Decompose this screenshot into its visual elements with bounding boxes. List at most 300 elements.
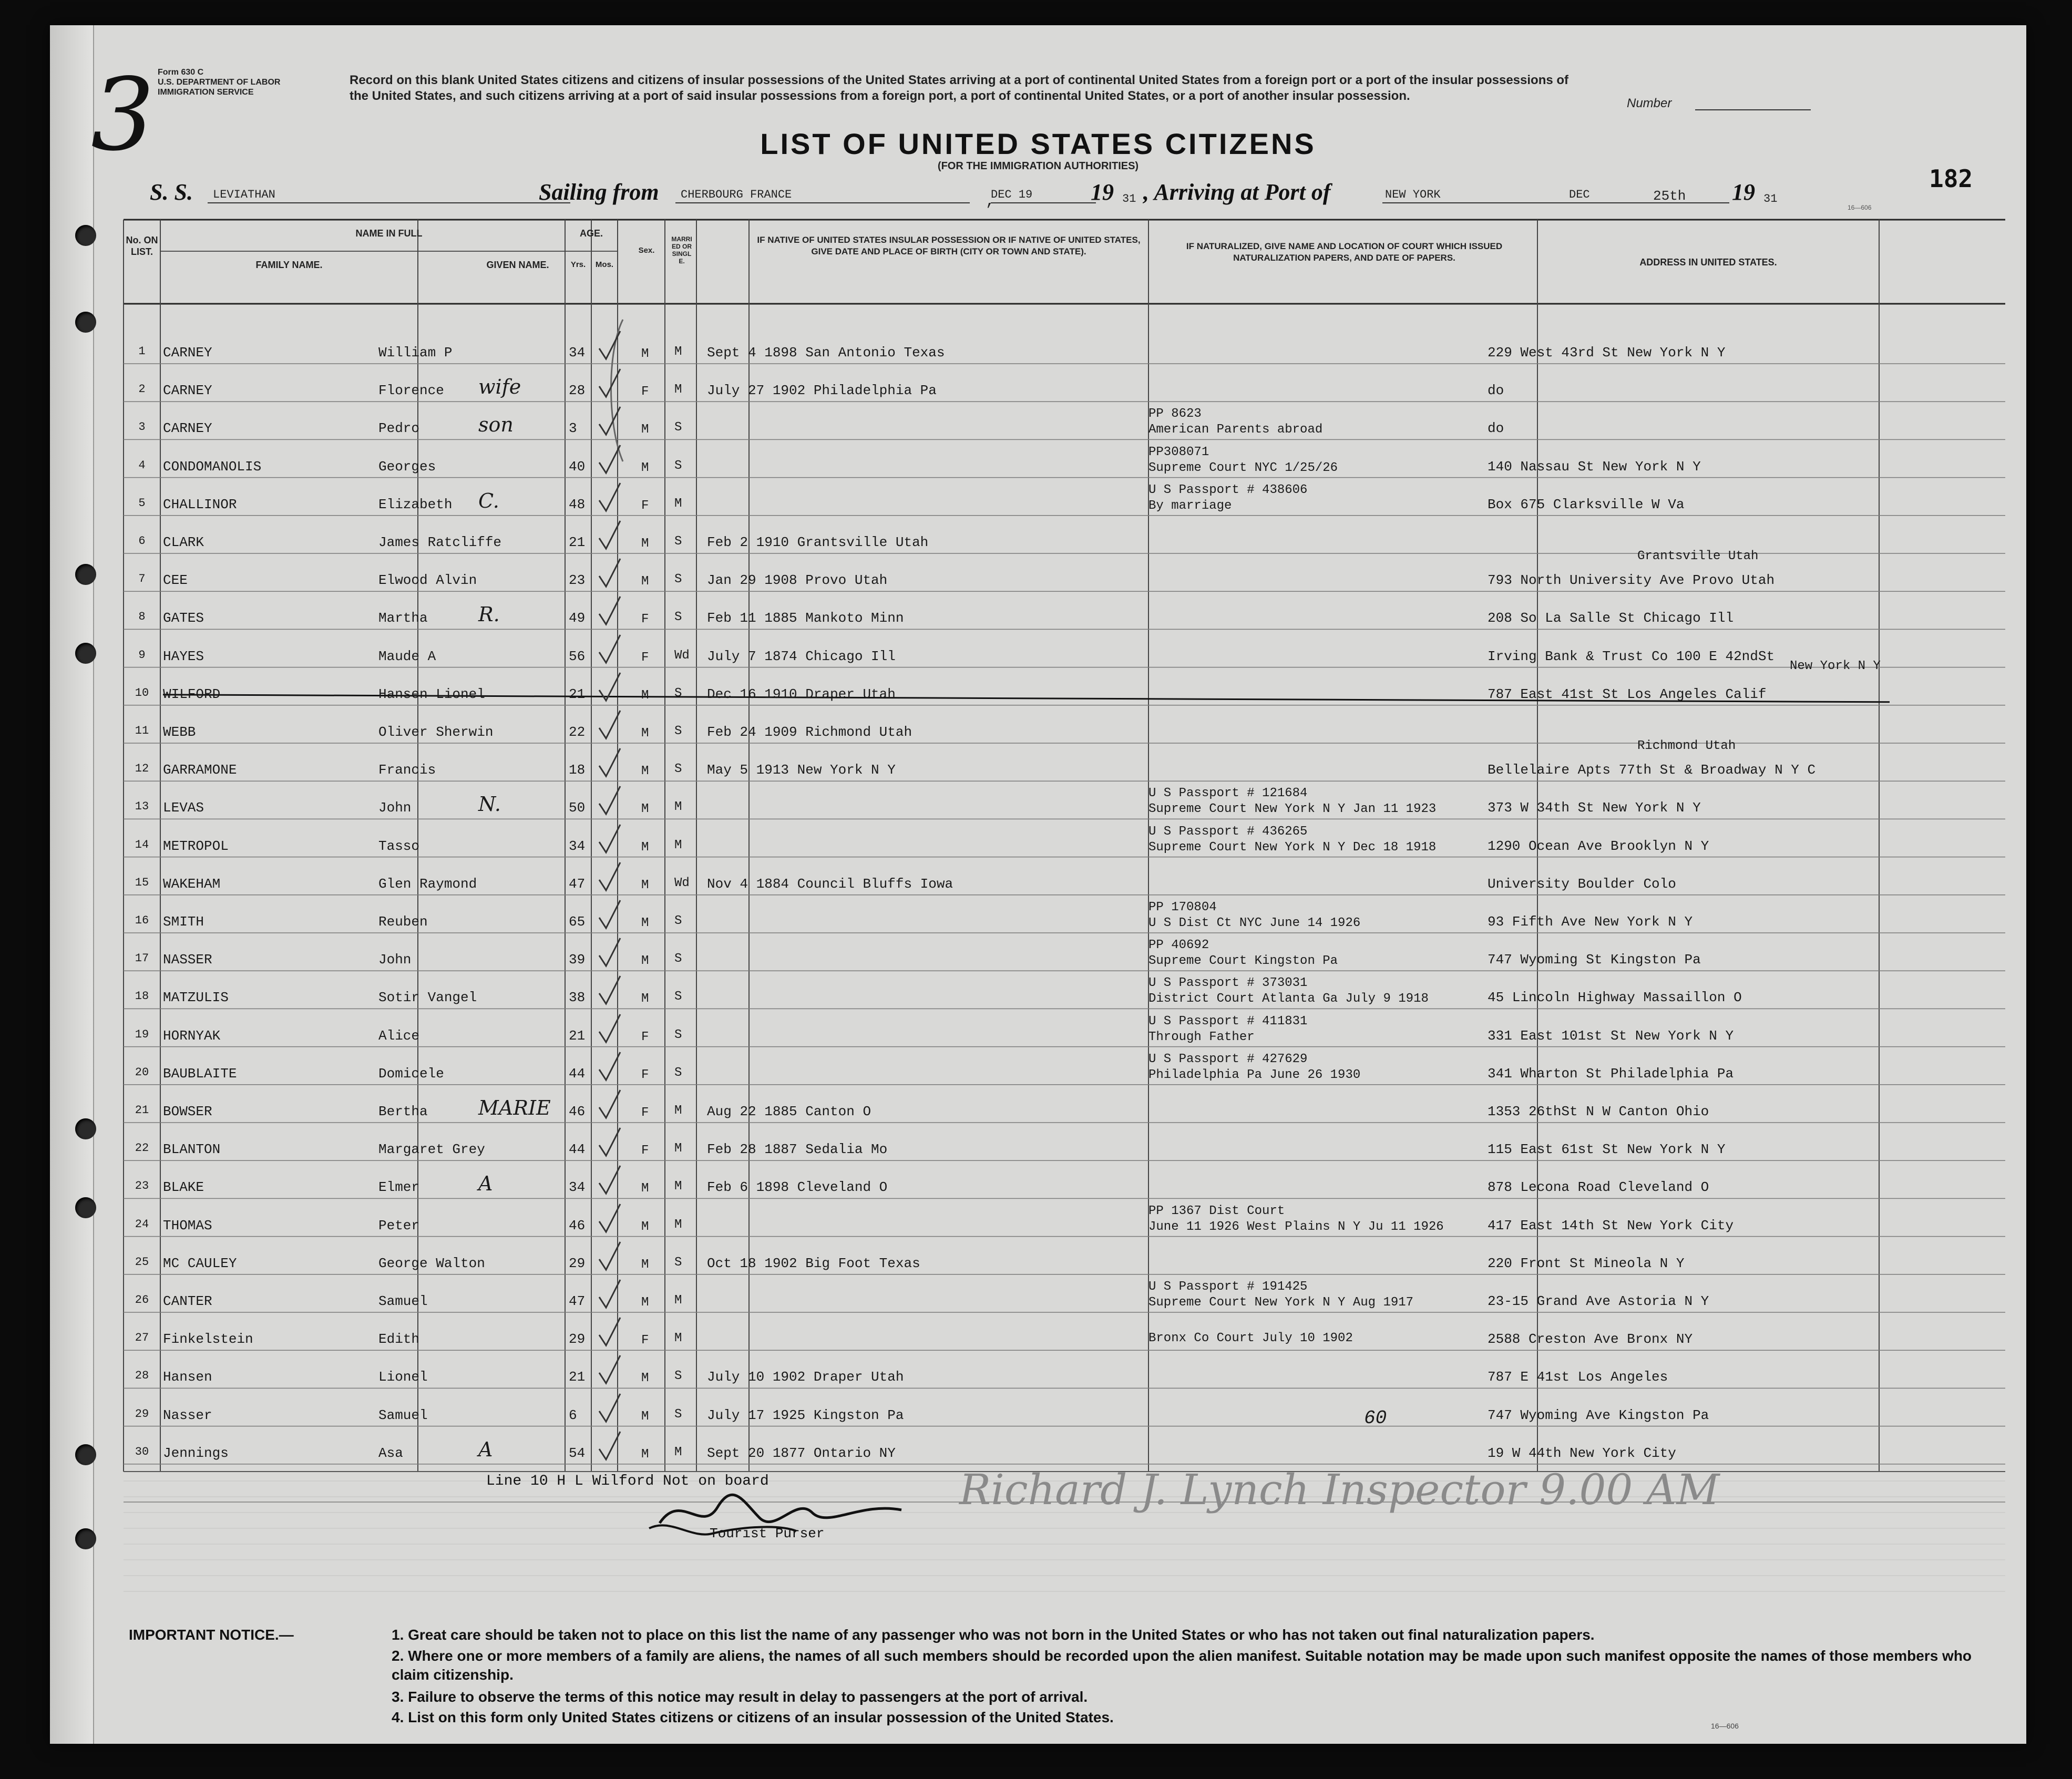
family-name: BLANTON: [163, 1142, 221, 1158]
birth-info: Sept 4 1898 San Antonio Texas: [707, 345, 945, 361]
sex: M: [641, 916, 649, 930]
address-line-1: University Boulder Colo: [1488, 876, 1676, 892]
row-number: 7: [138, 572, 146, 586]
col-birth: IF NATIVE OF UNITED STATES INSULAR POSSESSION OR IF NATIVE OF UNITED STATES, GIVE DATE AND PLACE OF BIRTH (CITY OR TOWN AND STATE).: [757, 235, 1141, 256]
marital-status: M: [674, 1217, 682, 1232]
check-mark-icon: [597, 709, 623, 741]
naturalization-line-1: U S Passport # 411831: [1148, 1014, 1308, 1029]
address-line-1: 45 Lincoln Highway Massaillon O: [1488, 990, 1742, 1006]
check-mark-icon: [597, 824, 623, 855]
check-mark-icon: [597, 1013, 623, 1045]
row-number: 15: [135, 876, 149, 889]
sex: M: [641, 460, 649, 475]
given-name-annotation: MARIE: [478, 1096, 551, 1119]
address-line-1: 1353 26thSt N W Canton Ohio: [1488, 1104, 1709, 1119]
row-number: 1: [138, 345, 146, 358]
family-name: BLAKE: [163, 1179, 204, 1196]
sex: M: [641, 423, 649, 437]
address-line-2: Richmond Utah: [1637, 739, 1736, 753]
marital-status: M: [674, 1142, 682, 1156]
row-number: 9: [138, 648, 146, 662]
marital-status: S: [674, 610, 682, 625]
birth-info: Feb 6 1898 Cleveland O: [707, 1179, 888, 1196]
arrival-day: 25th: [1653, 188, 1686, 204]
age-years: 23: [569, 572, 586, 589]
sex: M: [641, 1447, 649, 1462]
given-name: Samuel: [378, 1407, 428, 1423]
family-name: CARNEY: [163, 383, 212, 399]
age-years: 6: [569, 1407, 577, 1423]
family-name: METROPOL: [163, 838, 229, 854]
naturalization-line-1: U S Passport # 438606: [1148, 482, 1308, 497]
marital-status: M: [674, 1445, 682, 1459]
given-name: Peter: [378, 1217, 420, 1233]
marital-status: S: [674, 990, 682, 1004]
row-number: 18: [135, 990, 149, 1003]
naturalization-line-2: Supreme Court Kingston Pa: [1148, 954, 1338, 969]
age-years: 46: [569, 1217, 586, 1233]
page-subtitle: (FOR THE IMMIGRATION AUTHORITIES): [937, 160, 1139, 172]
address-line-1: 747 Wyoming Ave Kingston Pa: [1488, 1407, 1709, 1423]
check-mark-icon: [597, 747, 623, 779]
col-married: MARRIED OR SINGLE.: [671, 235, 692, 265]
marital-status: S: [674, 914, 682, 928]
family-name: Hansen: [163, 1369, 212, 1385]
naturalization-line-1: U S Passport # 373031: [1148, 976, 1308, 991]
sail-date: DEC 19: [991, 188, 1033, 201]
marital-status: S: [674, 1255, 682, 1270]
row-number: 5: [138, 496, 146, 510]
given-name-annotation: C.: [478, 489, 499, 512]
naturalization-line-2: U S Dist Ct NYC June 14 1926: [1148, 916, 1361, 930]
naturalization-line-2: Supreme Court New York N Y Jan 11 1923: [1148, 802, 1437, 817]
address-line-1: 787 E 41st Los Angeles: [1488, 1369, 1668, 1385]
address-line-1: 23-15 Grand Ave Astoria N Y: [1488, 1293, 1709, 1309]
sex: F: [641, 1106, 649, 1120]
address-line-1: 220 Front St Mineola N Y: [1488, 1255, 1685, 1271]
birth-info: Dec 16 1910 Draper Utah: [707, 686, 896, 702]
marital-status: M: [674, 800, 682, 815]
marital-status: M: [674, 1179, 682, 1194]
given-name: Samuel: [378, 1293, 428, 1309]
printer-mark: 16—606: [1848, 204, 1872, 211]
family-name: BOWSER: [163, 1104, 212, 1119]
given-name: Elmer: [378, 1179, 420, 1196]
sex: M: [641, 878, 649, 892]
address-line-1: do: [1488, 383, 1504, 399]
row-number: 14: [135, 838, 149, 851]
handwritten-page-mark: 3: [91, 57, 155, 173]
family-name: CARNEY: [163, 345, 212, 361]
page-number: 182: [1929, 164, 1973, 193]
birth-info: July 17 1925 Kingston Pa: [707, 1407, 904, 1423]
naturalization-line-2: American Parents abroad: [1148, 423, 1323, 437]
sex: M: [641, 954, 649, 969]
check-mark-icon: [597, 1393, 623, 1424]
given-name: Domicele: [378, 1065, 444, 1082]
family-name: Nasser: [163, 1407, 212, 1423]
age-years: 34: [569, 838, 586, 854]
given-name: Martha: [378, 610, 428, 626]
naturalization-line-2: Through Father: [1148, 1030, 1255, 1044]
given-name: Elwood Alvin: [378, 572, 477, 589]
marital-status: S: [674, 1369, 682, 1384]
given-name-annotation: wife: [478, 375, 521, 399]
birth-info: Feb 24 1909 Richmond Utah: [707, 724, 912, 740]
given-name: Glen Raymond: [378, 876, 477, 892]
marital-status: M: [674, 1331, 682, 1346]
naturalization-line-2: By marriage: [1148, 498, 1232, 513]
sex: F: [641, 1030, 649, 1044]
sex: F: [641, 385, 649, 399]
age-years: 56: [569, 648, 586, 664]
row-number: 3: [138, 420, 146, 434]
col-naturalized: IF NATURALIZED, GIVE NAME AND LOCATION OF COURT WHICH ISSUED NATURALIZATION PAPERS, AND DATE OF PAPERS.: [1186, 241, 1503, 263]
address-line-1: 140 Nassau St New York N Y: [1488, 458, 1701, 475]
age-years: 49: [569, 610, 586, 626]
given-name: John: [378, 952, 412, 968]
naturalization-line-2: Supreme Court New York N Y Aug 1917: [1148, 1295, 1414, 1310]
age-years: 54: [569, 1445, 586, 1461]
birth-info: Feb 28 1887 Sedalia Mo: [707, 1142, 888, 1158]
check-mark-icon: [597, 937, 623, 969]
marital-status: S: [674, 952, 682, 966]
naturalization-line-2: District Court Atlanta Ga July 9 1918: [1148, 992, 1429, 1006]
family-name: BAUBLAITE: [163, 1065, 237, 1082]
naturalization-line-2: 60: [1364, 1407, 1387, 1429]
given-name: Alice: [378, 1027, 420, 1044]
given-name: Sotir Vangel: [378, 990, 477, 1006]
family-name: CHALLINOR: [163, 496, 237, 512]
marital-status: S: [674, 1407, 682, 1422]
age-years: 65: [569, 914, 586, 930]
notice-item: 4. List on this form only United States citizens or citizens of an insular possession of the United States.: [392, 1709, 1114, 1725]
family-name: CARNEY: [163, 420, 212, 437]
naturalization-line-2: June 11 1926 West Plains N Y Ju 11 1926: [1148, 1219, 1444, 1234]
family-name: CEE: [163, 572, 188, 589]
age-years: 22: [569, 724, 586, 740]
birth-info: July 27 1902 Philadelphia Pa: [707, 383, 937, 399]
check-mark-icon: [597, 558, 623, 589]
sex: M: [641, 1257, 649, 1272]
given-name: James Ratcliffe: [378, 534, 502, 550]
naturalization-line-2: Bronx Co Court July 10 1902: [1148, 1331, 1353, 1346]
sex: M: [641, 1181, 649, 1196]
check-mark-icon: [597, 672, 623, 703]
address-line-1: 878 Lecona Road Cleveland O: [1488, 1179, 1709, 1196]
col-sex: Sex.: [638, 246, 655, 255]
row-number: 8: [138, 610, 146, 624]
age-years: 50: [569, 800, 586, 816]
address-line-1: 19 W 44th New York City: [1488, 1445, 1676, 1461]
marital-status: M: [674, 1104, 682, 1118]
check-mark-icon: [597, 1203, 623, 1235]
address-line-1: 2588 Creston Ave Bronx NY: [1488, 1331, 1693, 1348]
family-name: NASSER: [163, 952, 212, 968]
marital-status: S: [674, 724, 682, 738]
age-years: 21: [569, 1027, 586, 1044]
given-name: Asa: [378, 1445, 403, 1461]
naturalization-line-1: PP 1367 Dist Court: [1148, 1204, 1285, 1218]
check-mark-icon: [597, 785, 623, 817]
address-line-1: 208 So La Salle St Chicago Ill: [1488, 610, 1734, 626]
sex: F: [641, 498, 649, 513]
address-line-1: 793 North University Ave Provo Utah: [1488, 572, 1775, 589]
naturalization-line-2: Supreme Court NYC 1/25/26: [1148, 460, 1338, 475]
marital-status: M: [674, 496, 682, 511]
family-name: SMITH: [163, 914, 204, 930]
age-years: 29: [569, 1331, 586, 1348]
check-mark-icon: [597, 1051, 623, 1083]
naturalization-line-1: PP 170804: [1148, 900, 1217, 914]
family-name: CANTER: [163, 1293, 212, 1309]
form-id-line: U.S. DEPARTMENT OF LABOR: [158, 78, 281, 87]
sex: M: [641, 764, 649, 779]
marital-status: S: [674, 686, 682, 701]
sex: F: [641, 1333, 649, 1348]
age-years: 44: [569, 1065, 586, 1082]
row-number: 10: [135, 686, 149, 700]
given-name: Pedro: [378, 420, 420, 437]
check-mark-icon: [597, 634, 623, 665]
notice-lead: IMPORTANT NOTICE.—: [129, 1627, 294, 1643]
row-number: 4: [138, 458, 146, 472]
sex: M: [641, 537, 649, 551]
check-mark-icon: [597, 1431, 623, 1462]
given-name: Reuben: [378, 914, 428, 930]
given-name: Edith: [378, 1331, 420, 1348]
sailing-label: Sailing from: [539, 179, 659, 205]
row-number: 29: [135, 1407, 149, 1421]
given-name: Elizabeth: [378, 496, 453, 512]
sex: F: [641, 1144, 649, 1158]
address-line-1: 93 Fifth Ave New York N Y: [1488, 914, 1693, 930]
age-years: 47: [569, 1293, 586, 1309]
naturalization-line-1: PP 8623: [1148, 407, 1202, 421]
naturalization-line-1: PP 40692: [1148, 938, 1209, 953]
arrival-year-prefix: 19: [1732, 179, 1755, 205]
col-address: ADDRESS IN UNITED STATES.: [1639, 257, 1777, 268]
age-years: 34: [569, 1179, 586, 1196]
birth-info: Sept 20 1877 Ontario NY: [707, 1445, 896, 1461]
family-name: HORNYAK: [163, 1027, 221, 1044]
address-line-1: 787 East 41st St Los Angeles Calif: [1488, 686, 1767, 702]
sex: M: [641, 1409, 649, 1424]
given-name: Lionel: [378, 1369, 428, 1385]
marital-status: M: [674, 383, 682, 397]
form-id-line: Form 630 C: [158, 68, 204, 77]
marital-status: M: [674, 1293, 682, 1308]
sailing-from: CHERBOURG FRANCE: [681, 188, 792, 201]
marital-status: S: [674, 534, 682, 549]
row-number: 11: [135, 724, 149, 737]
naturalization-line-1: U S Passport # 436265: [1148, 824, 1308, 839]
header-notice: Record on this blank United States citizens and citizens of insular possessions of the United States arriving at a port of continental United States from a foreign port or a port of the insular possessions of the United States, and such citizens arriving at a port of said insular possessions from a foreign port, a port of continental United States, or a port of another insular possession.: [350, 73, 1569, 103]
birth-info: July 7 1874 Chicago Ill: [707, 648, 896, 664]
check-mark-icon: [597, 368, 623, 399]
age-years: 44: [569, 1142, 586, 1158]
check-mark-icon: [597, 1241, 623, 1272]
arrival-port: NEW YORK: [1385, 188, 1441, 201]
form-id-line: IMMIGRATION SERVICE: [158, 88, 254, 97]
address-line-1: 417 East 14th St New York City: [1488, 1217, 1734, 1233]
naturalization-line-2: Philadelphia Pa June 26 1930: [1148, 1067, 1361, 1082]
ss-label: S. S.: [150, 179, 193, 205]
naturalization-line-1: U S Passport # 427629: [1148, 1052, 1308, 1066]
sex: F: [641, 612, 649, 627]
row-number: 13: [135, 800, 149, 814]
address-line-1: Irving Bank & Trust Co 100 E 42ndSt: [1488, 648, 1775, 664]
address-line-1: 115 East 61st St New York N Y: [1488, 1142, 1726, 1158]
marital-status: S: [674, 1065, 682, 1080]
address-line-1: Bellelaire Apts 77th St & Broadway N Y C: [1488, 762, 1816, 778]
col-family-name: FAMILY NAME.: [255, 260, 323, 270]
given-name-annotation: R.: [478, 603, 500, 626]
row-number: 2: [138, 383, 146, 396]
birth-info: Nov 4 1884 Council Bluffs Iowa: [707, 876, 953, 892]
marital-status: Wd: [674, 648, 690, 663]
check-mark-icon: [597, 861, 623, 893]
sex: M: [641, 726, 649, 741]
row-number: 12: [135, 762, 149, 776]
given-name: Tasso: [378, 838, 420, 854]
given-name: Bertha: [378, 1104, 428, 1119]
check-mark-icon: [597, 899, 623, 931]
marital-status: M: [674, 345, 682, 359]
address-line-1: 341 Wharton St Philadelphia Pa: [1488, 1065, 1734, 1082]
birth-info: May 5 1913 New York N Y: [707, 762, 896, 778]
given-name: Maude A: [378, 648, 436, 664]
col-no: No. ON LIST.: [126, 235, 158, 257]
sex: M: [641, 1295, 649, 1310]
row-number: 22: [135, 1142, 149, 1155]
check-mark-icon: [597, 406, 623, 437]
row-number: 20: [135, 1065, 149, 1079]
address-line-1: Box 675 Clarksville W Va: [1488, 496, 1685, 512]
marital-status: S: [674, 762, 682, 777]
notice-item: 3. Failure to observe the terms of this notice may result in delay to passengers at the port of arrival.: [392, 1689, 1088, 1705]
age-years: 46: [569, 1104, 586, 1119]
col-given-name: GIVEN NAME.: [486, 260, 549, 270]
given-name: John: [378, 800, 412, 816]
age-years: 18: [569, 762, 586, 778]
col-age: AGE.: [579, 228, 603, 239]
row-number: 27: [135, 1331, 149, 1345]
sex: M: [641, 1219, 649, 1234]
given-name-annotation: N.: [478, 793, 501, 816]
address-line-2: New York N Y: [1790, 659, 1881, 673]
given-name: Oliver Sherwin: [378, 724, 494, 740]
inspector-signature: Richard J. Lynch Inspector 9.00 AM: [959, 1465, 1720, 1514]
age-years: 28: [569, 383, 586, 399]
number-label: Number: [1627, 96, 1672, 110]
row-number: 17: [135, 952, 149, 965]
check-mark-icon: [597, 444, 623, 476]
age-years: 39: [569, 952, 586, 968]
notice-item: 1. Great care should be taken not to place on this list the name of any passenger who was not born in the United States or who has not taken out final naturalization papers.: [392, 1627, 1595, 1643]
check-mark-icon: [597, 1279, 623, 1310]
sex: M: [641, 688, 649, 703]
age-years: 34: [569, 345, 586, 361]
family-name: THOMAS: [163, 1217, 212, 1233]
given-name-annotation: A: [478, 1172, 493, 1196]
manifest-sheet: [50, 25, 2026, 1744]
row-number: 6: [138, 534, 146, 548]
marital-status: S: [674, 572, 682, 587]
naturalization-line-1: U S Passport # 121684: [1148, 786, 1308, 801]
age-years: 3: [569, 420, 577, 437]
arrival-year: 31: [1763, 192, 1778, 205]
family-name: CLARK: [163, 534, 204, 550]
check-mark-icon: [597, 1317, 623, 1348]
given-name: Hansen Lionel: [378, 686, 485, 702]
family-name: WAKEHAM: [163, 876, 221, 892]
marital-status: S: [674, 1027, 682, 1042]
sex: M: [641, 347, 649, 361]
birth-info: Feb 2 1910 Grantsville Utah: [707, 534, 929, 550]
marital-status: S: [674, 420, 682, 435]
family-name: MC CAULEY: [163, 1255, 237, 1271]
ship-name: LEVIATHAN: [213, 188, 275, 201]
birth-info: Oct 18 1902 Big Foot Texas: [707, 1255, 920, 1271]
check-mark-icon: [597, 330, 623, 362]
birth-info: Jan 29 1908 Provo Utah: [707, 572, 888, 589]
address-line-1: 1290 Ocean Ave Brooklyn N Y: [1488, 838, 1709, 854]
row-number: 23: [135, 1179, 149, 1193]
check-mark-icon: [597, 1165, 623, 1196]
row-number: 24: [135, 1217, 149, 1231]
family-name: CONDOMANOLIS: [163, 458, 262, 475]
check-mark-icon: [597, 482, 623, 513]
birth-info: Feb 11 1885 Mankoto Minn: [707, 610, 904, 626]
check-mark-icon: [597, 1089, 623, 1120]
row-number: 28: [135, 1369, 149, 1383]
arriving-label: , Arriving at Port of: [1143, 179, 1331, 205]
age-years: 48: [569, 496, 586, 512]
sex: M: [641, 1371, 649, 1386]
family-name: WEBB: [163, 724, 196, 740]
row-number: 19: [135, 1027, 149, 1041]
sex: M: [641, 992, 649, 1006]
row-number: 30: [135, 1445, 149, 1458]
given-name: George Walton: [378, 1255, 485, 1271]
given-name: Margaret Grey: [378, 1142, 485, 1158]
family-name: HAYES: [163, 648, 204, 664]
birth-info: July 10 1902 Draper Utah: [707, 1369, 904, 1385]
check-mark-icon: [597, 1354, 623, 1386]
notice-item: 2. Where one or more members of a family are aliens, the names of all such members should be recorded upon the alien manifest. Suitable notation may be made upon such manifest opposite the names of those members who claim citizenship.: [392, 1648, 1972, 1683]
col-mos: Mos.: [595, 260, 614, 269]
row-number: 21: [135, 1104, 149, 1117]
family-name: GARRAMONE: [163, 762, 237, 778]
sex: M: [641, 802, 649, 817]
check-mark-icon: [597, 595, 623, 627]
given-name: William P: [378, 345, 453, 361]
given-name: Francis: [378, 762, 436, 778]
given-name: Georges: [378, 458, 436, 475]
family-name: GATES: [163, 610, 204, 626]
marital-status: M: [674, 838, 682, 852]
page-title: LIST OF UNITED STATES CITIZENS: [760, 127, 1316, 160]
sex: F: [641, 650, 649, 665]
address-line-1: 229 West 43rd St New York N Y: [1488, 345, 1726, 361]
age-years: 21: [569, 686, 586, 702]
family-name: LEVAS: [163, 800, 204, 816]
row-number: 16: [135, 914, 149, 927]
family-name: Finkelstein: [163, 1331, 253, 1348]
arrival-month: DEC: [1569, 188, 1590, 201]
age-years: 47: [569, 876, 586, 892]
